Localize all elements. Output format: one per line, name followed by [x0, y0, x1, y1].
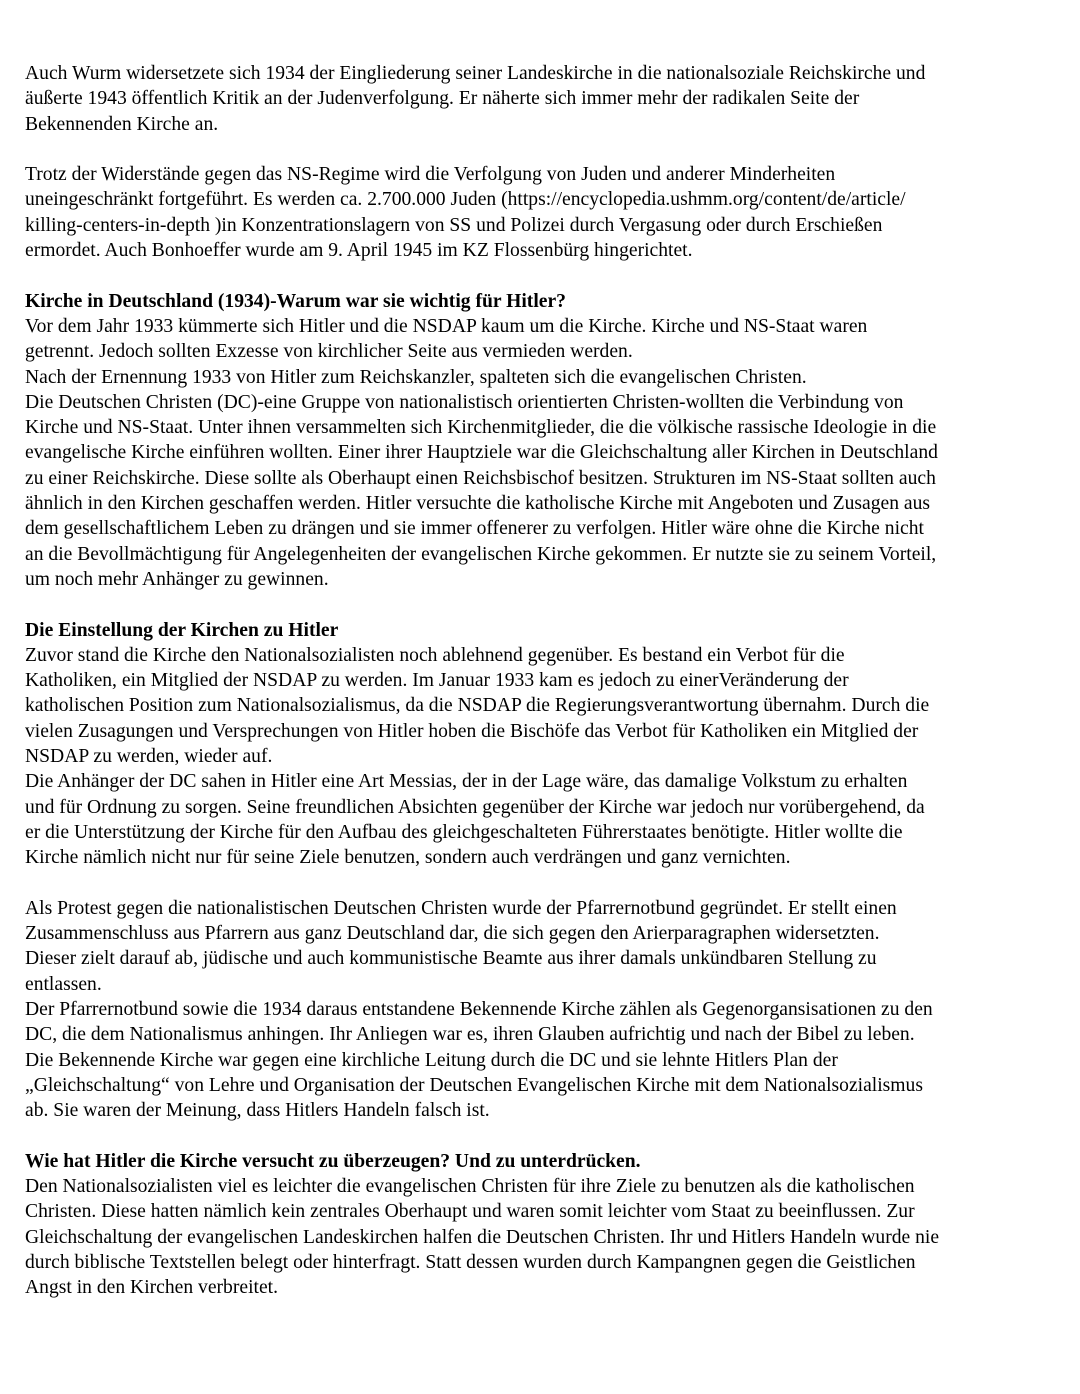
paragraph-persecution [25, 162, 1055, 263]
section-heading: Die Einstellung der Kirchen zu Hitler [25, 619, 339, 641]
text-line: an die Bevollmächtigung für Angelegenheiten der evangelischen Kirche gekommen. Er nutzte sie zu seinem Vorteil, [25, 543, 937, 565]
paragraph-pfarrernotbund [25, 896, 1055, 1124]
text-line: er die Unterstützung der Kirche für den Aufbau des gleichgeschalteten Führerstaates benötigte. Hitler wollte die [25, 821, 903, 843]
text-line: zu einer Reichskirche. Diese sollte als Oberhaupt einen Reichsbischof besitzen. Strukturen im NS-Staat sollten auch [25, 467, 936, 489]
text-line: Angst in den Kirchen verbreitet. [25, 1277, 279, 1299]
text-line: vielen Zusagungen und Versprechungen von Hitler hoben die Bischöfe das Verbot für Katholiken ein Mitglied der [25, 720, 919, 742]
paragraph-spacer [25, 1123, 1055, 1148]
text-line: killing-centers-in-depth )in Konzentrationslagern von SS und Polizei durch Vergasung oder durch Erschießen [25, 214, 883, 236]
text-line: getrennt. Jedoch sollten Exzesse von kirchlicher Seite aus vermieden werden. [25, 341, 633, 363]
text-line: entlassen. [25, 973, 102, 995]
paragraph-wurm [25, 61, 1055, 137]
text-line: Kirche und NS-Staat. Unter ihnen versammelten sich Kirchenmitglieder, die die völkische rassische Ideologie in die [25, 417, 937, 439]
paragraph-spacer [25, 263, 1055, 288]
text-line: Trotz der Widerstände gegen das NS-Regime wird die Verfolgung von Juden und anderer Minderheiten [25, 164, 836, 186]
text-line: Katholiken, ein Mitglied der NSDAP zu werden. Im Januar 1933 kam es jedoch zu einerVeränderung der [25, 670, 849, 692]
section-church-importance [25, 289, 1055, 593]
text-line: Auch Wurm widersetzete sich 1934 der Eingliederung seiner Landeskirche in die nationalsoziale Reichskirche und [25, 63, 926, 84]
text-line: Christen. Diese hatten nämlich kein zentrales Oberhaupt und waren somit leichter vom Staat zu beeinflussen. Zur [25, 1201, 915, 1223]
text-line: durch biblische Textstellen belegt oder hinterfragt. Statt dessen wurden durch Kampangnen gegen die Geistlichen [25, 1251, 916, 1273]
text-line: Nach der Ernennung 1933 von Hitler zum Reichskanzler, spalteten sich die evangelischen Christen. [25, 366, 807, 388]
text-line: Kirche nämlich nicht nur für seine Ziele benutzen, sondern auch verdrängen und ganz vernichten. [25, 847, 791, 869]
text-line: Als Protest gegen die nationalistischen Deutschen Christen wurde der Pfarrernotbund gegründet. Er stellt einen [25, 897, 897, 919]
text-line: ermordet. Auch Bonhoeffer wurde am 9. April 1945 im KZ Flossenbürg hingerichtet. [25, 240, 693, 262]
paragraph-spacer [25, 592, 1055, 617]
text-line: Zusammenschluss aus Pfarrern aus ganz Deutschland dar, die sich gegen den Arierparagraphen widersetzten. [25, 923, 880, 945]
text-line: NSDAP zu werden, wieder auf. [25, 746, 273, 768]
text-line: evangelische Kirche einführen wollten. Einer ihrer Hauptziele war die Gleichschaltung aller Kirchen in Deutschland [25, 442, 938, 464]
section-heading: Kirche in Deutschland (1934)-Warum war sie wichtig für Hitler? [25, 290, 566, 312]
text-line: um noch mehr Anhänger zu gewinnen. [25, 568, 329, 590]
paragraph-spacer [25, 871, 1055, 896]
text-line: Dieser zielt darauf ab, jüdische und auch kommunistische Beamte aus ihrer damals unkündbaren Stellung zu [25, 948, 877, 970]
text-line: äußerte 1943 öffentlich Kritik an der Judenverfolgung. Er näherte sich immer mehr der radikalen Seite der [25, 88, 860, 110]
text-line: ähnlich in den Kirchen geschaffen werden. Hitler versuchte die katholische Kirche mit Angeboten und Zusagen aus [25, 493, 931, 515]
text-line: Vor dem Jahr 1933 kümmerte sich Hitler und die NSDAP kaum um die Kirche. Kirche und NS-Staat waren [25, 315, 868, 337]
paragraph-spacer [25, 137, 1055, 162]
text-line: Den Nationalsozialisten viel es leichter die evangelischen Christen für ihre Ziele zu benutzen als die katholischen [25, 1176, 915, 1198]
text-line: DC, die dem Nationalismus anhingen. Ihr Anliegen war es, ihren Glauben aufrichtig und nach der Bibel zu leben. [25, 1024, 915, 1046]
text-line: Der Pfarrernotbund sowie die 1934 daraus entstandene Bekennende Kirche zählen als Gegenorgansisationen zu den [25, 998, 933, 1020]
text-line: Zuvor stand die Kirche den Nationalsozialisten noch ablehnend gegenüber. Es bestand ein Verbot für die [25, 644, 845, 666]
text-line: dem gesellschaftlichem Leben zu drängen und sie immer offenerer zu verfolgen. Hitler wäre ohne die Kirche nicht [25, 518, 924, 540]
section-church-attitude [25, 618, 1055, 871]
text-line: und für Ordnung zu sorgen. Seine freundlichen Absichten gegenüber der Kirche war jedoch nur vorübergehend, da [25, 796, 925, 818]
text-line: katholischen Position zum Nationalsozialismus, da die NSDAP die Regierungsverantwortung übernahm. Durch die [25, 695, 930, 717]
text-line: Gleichschaltung der evangelischen Landeskirchen halfen die Deutschen Christen. Ihr und Hitlers Handeln wurde nie [25, 1226, 940, 1248]
text-line: uneingeschränkt fortgeführt. Es werden ca. 2.700.000 Juden (https://encyclopedia.ushmm.org/content/de/article/ [25, 189, 906, 211]
section-heading: Wie hat Hitler die Kirche versucht zu überzeugen? Und zu unterdrücken. [25, 1150, 641, 1172]
document-page [25, 61, 1055, 1301]
section-hitler-persuasion [25, 1149, 1055, 1301]
text-line: Die Bekennende Kirche war gegen eine kirchliche Leitung durch die DC und sie lehnte Hitlers Plan der [25, 1049, 838, 1071]
text-line: „Gleichschaltung“ von Lehre und Organisation der Deutschen Evangelischen Kirche mit dem Nationalsozialismus [25, 1074, 923, 1096]
text-line: Bekennenden Kirche an. [25, 113, 219, 135]
text-line: Die Anhänger der DC sahen in Hitler eine Art Messias, der in der Lage wäre, das damalige Volkstum zu erhalten [25, 771, 908, 793]
text-line: Die Deutschen Christen (DC)-eine Gruppe von nationalistisch orientierten Christen-wollten die Verbindung von [25, 391, 904, 413]
text-line: ab. Sie waren der Meinung, dass Hitlers Handeln falsch ist. [25, 1100, 490, 1122]
